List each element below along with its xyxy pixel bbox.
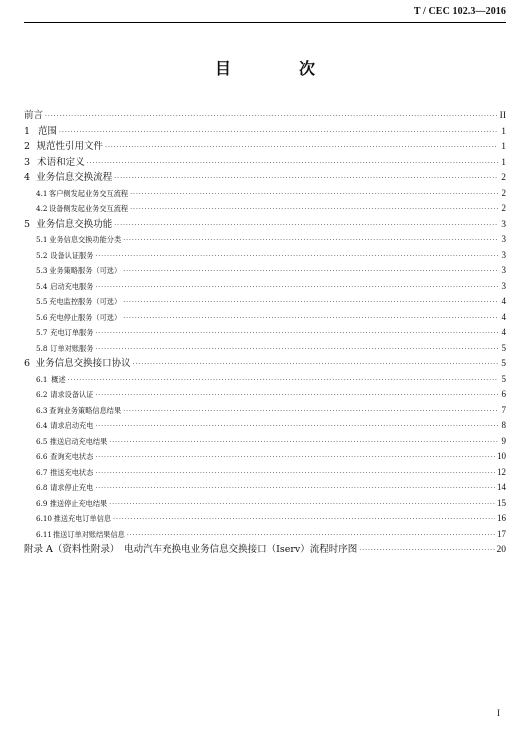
toc-entry-page: 6 [501, 389, 506, 399]
toc-leader-dots [68, 373, 498, 388]
toc-leader-dots [95, 419, 498, 434]
toc-leader-dots [95, 466, 495, 481]
toc-leader-dots [130, 187, 498, 202]
toc-leader-dots [95, 249, 498, 264]
toc-leader-dots [359, 543, 494, 558]
toc-entry-number: 5.3 [36, 266, 48, 275]
toc-entry[interactable] [24, 139, 506, 155]
toc-entry-label: 设备认证服务 [50, 250, 94, 260]
toc-title: 目 次 [214, 59, 341, 78]
toc-entry-page: 10 [497, 451, 506, 461]
toc-entry-page: 2 [501, 203, 506, 213]
toc-leader-dots [105, 140, 498, 155]
toc-entry-number: 5 [24, 218, 31, 230]
toc-subentry[interactable] [24, 325, 506, 341]
toc-entry-number: 6.11 [36, 529, 53, 539]
toc-subentry[interactable] [24, 449, 506, 465]
toc-leader-dots [123, 404, 498, 419]
toc-entry-number: 5.8 [36, 343, 48, 353]
toc-entry-label: 设备侧发起业务交互流程 [49, 204, 129, 213]
toc-entry-page: 5 [501, 373, 506, 384]
toc-entry-page: 8 [501, 420, 506, 430]
toc-leader-dots [133, 357, 498, 372]
toc-entry-number: 6.10 [36, 514, 53, 523]
toc-entry-page: 3 [501, 219, 506, 230]
toc-entry-number: 4 [24, 172, 31, 183]
toc-subentry[interactable] [24, 294, 506, 310]
page-number: I [497, 708, 500, 718]
toc-entry-page: 2 [501, 173, 506, 183]
toc-entry-number: 4.2 [36, 204, 48, 213]
toc-leader-dots [59, 125, 498, 140]
toc-entry-label: 概述 [51, 374, 66, 384]
toc-entry-number: 2 [24, 141, 31, 152]
toc-entry-label: 业务策略服务（可选） [49, 266, 122, 275]
toc-subentry[interactable] [24, 527, 506, 543]
toc-entry-label: 请求停止充电 [50, 483, 94, 492]
toc-subentry[interactable] [24, 496, 506, 512]
toc-entry-page: II [499, 111, 506, 121]
toc-entry-label: 客户侧发起业务交互流程 [49, 188, 129, 198]
toc-entry-label: 请求启动充电 [50, 421, 94, 430]
toc-leader-dots [130, 202, 498, 217]
toc-entry-number: 3 [24, 156, 31, 168]
toc-subentry[interactable] [24, 310, 506, 326]
toc-entry-number: 5.2 [36, 250, 48, 260]
toc-entry-number: 5.4 [36, 281, 48, 291]
toc-entry-page: 4 [501, 327, 506, 337]
toc-entry[interactable] [24, 124, 506, 140]
toc-entry-page: 20 [496, 545, 506, 555]
toc-leader-dots [123, 233, 498, 248]
toc-leader-dots [95, 388, 498, 403]
toc-entry-number: 6.8 [36, 483, 48, 492]
toc-entry-number: 1 [24, 125, 31, 137]
toc-subentry[interactable] [24, 186, 506, 202]
toc-entry-label: 推送停止充电结果 [49, 498, 108, 508]
toc-entry-label: 请求设备认证 [50, 390, 94, 399]
toc-entry-label: 推送启动充电结果 [49, 436, 108, 446]
toc-entry-label: 业务信息交换接口协议 [35, 358, 131, 369]
toc-leader-dots [127, 528, 495, 543]
toc-leader-dots [123, 264, 498, 279]
toc-subentry[interactable] [24, 418, 506, 434]
toc-subentry[interactable] [24, 279, 506, 295]
toc-leader-dots [95, 342, 498, 357]
toc-subentry[interactable] [24, 263, 506, 279]
toc-entry[interactable] [24, 155, 506, 171]
toc-entry-label: 业务信息交换流程 [36, 172, 113, 183]
toc-entry-page: 4 [501, 296, 506, 306]
toc-entry[interactable] [24, 170, 506, 186]
toc-entry-number: 6 [24, 358, 31, 369]
toc-entry[interactable] [24, 217, 506, 233]
toc-entry-label: 附录 A（资料性附录） 电动汽车充换电业务信息交换接口（Iserv）流程时序图 [24, 544, 358, 555]
standard-code: T / CEC 102.3—2016 [413, 6, 506, 17]
header-rule [24, 22, 506, 23]
toc-subentry[interactable] [24, 434, 506, 450]
toc-leader-dots [113, 512, 495, 527]
toc-entry-number: 5.1 [36, 235, 48, 244]
toc-entry-number: 6.6 [36, 452, 48, 461]
toc-entry-page: 3 [501, 280, 506, 291]
toc-entry-page: 12 [497, 466, 506, 477]
toc-entry-label: 范围 [38, 125, 58, 137]
toc-leader-dots [123, 311, 498, 326]
toc-subentry[interactable] [24, 248, 506, 264]
toc-entry-page: 3 [501, 249, 506, 260]
toc-leader-dots [114, 171, 498, 186]
toc-entry-label: 前言 [24, 110, 44, 121]
toc-entry-label: 查询充电状态 [50, 452, 94, 461]
toc-entry-number: 6.7 [36, 467, 48, 477]
toc-entry-label: 充电订单服务 [50, 328, 94, 337]
toc-entry-label: 充电停止服务（可选） [49, 312, 122, 322]
toc-leader-dots [123, 295, 498, 310]
toc-subentry[interactable] [24, 480, 506, 496]
toc-subentry[interactable] [24, 201, 506, 217]
toc-entry-number: 6.1 [36, 374, 48, 384]
toc-subentry[interactable] [24, 341, 506, 357]
toc-entry-page: 2 [501, 187, 506, 198]
toc-entry[interactable] [24, 542, 506, 558]
toc-subentry[interactable] [24, 372, 506, 388]
toc-entry-page: 4 [501, 311, 506, 322]
toc-entry-page: 9 [501, 435, 506, 446]
toc-entry-label: 推送订单对账结果信息 [52, 529, 125, 539]
toc-leader-dots [95, 326, 498, 341]
toc-leader-dots [95, 450, 495, 465]
toc-entry-label: 推送充电状态 [50, 467, 94, 477]
toc-entry-number: 6.9 [36, 498, 48, 508]
toc-entry-label: 启动充电服务 [50, 281, 94, 291]
toc-entry-label: 查询业务策略信息结果 [49, 405, 122, 415]
toc-leader-dots [45, 109, 498, 124]
toc-leader-dots [109, 435, 498, 450]
toc-entry-label: 规范性引用文件 [36, 141, 104, 152]
toc-entry-number: 5.5 [36, 297, 48, 306]
toc-entry-number: 6.2 [36, 390, 48, 399]
toc-leader-dots [114, 218, 498, 233]
toc-entry-label: 业务信息交换功能 [36, 218, 113, 230]
toc-entry[interactable] [24, 108, 506, 124]
toc-entry-page: 3 [501, 234, 506, 244]
toc-entry-label: 订单对账服务 [50, 343, 94, 353]
toc-entry-page: 1 [501, 142, 506, 152]
table-of-contents [24, 108, 506, 558]
toc-entry-number: 6.5 [36, 436, 48, 446]
toc-leader-dots [95, 481, 495, 496]
toc-entry-label: 业务信息交换功能分类 [49, 235, 122, 244]
toc-entry-page: 7 [501, 404, 506, 415]
toc-entry-page: 1 [501, 157, 506, 168]
toc-entry-page: 3 [501, 265, 506, 275]
toc-entry-page: 5 [501, 359, 506, 369]
toc-entry-label: 充电监控服务（可选） [49, 297, 122, 306]
toc-subentry[interactable] [24, 511, 506, 527]
toc-entry-page: 14 [497, 482, 506, 492]
toc-entry-number: 6.3 [36, 405, 48, 415]
toc-entry-label: 推送充电订单信息 [53, 514, 112, 523]
toc-entry-number: 4.1 [36, 188, 48, 198]
toc-leader-dots [87, 156, 498, 171]
toc-entry-page: 15 [497, 497, 506, 508]
toc-entry-number: 6.4 [36, 421, 48, 430]
toc-leader-dots [109, 497, 495, 512]
toc-entry-number: 5.7 [36, 328, 48, 337]
toc-entry[interactable] [24, 356, 506, 372]
toc-entry-number: 5.6 [36, 312, 48, 322]
toc-entry-page: 17 [497, 528, 506, 539]
toc-subentry[interactable] [24, 232, 506, 248]
toc-subentry[interactable] [24, 387, 506, 403]
toc-entry-page: 5 [501, 342, 506, 353]
toc-subentry[interactable] [24, 403, 506, 419]
toc-entry-page: 16 [497, 513, 506, 523]
toc-entry-page: 1 [501, 126, 506, 137]
toc-leader-dots [95, 280, 498, 295]
toc-entry-label: 术语和定义 [37, 156, 85, 168]
toc-subentry[interactable] [24, 465, 506, 481]
